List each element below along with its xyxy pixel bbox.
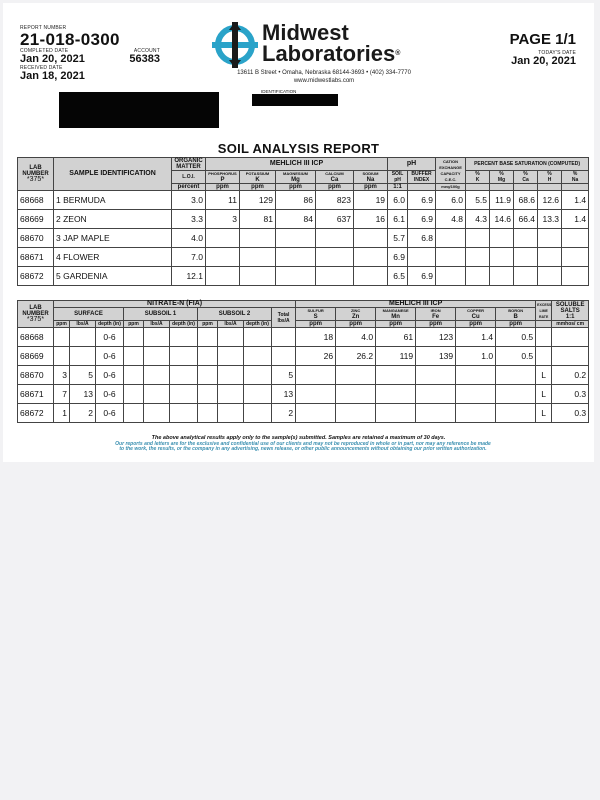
col-boron: BORON — [508, 308, 524, 313]
col-copper: COPPER — [467, 308, 485, 313]
cell-ca — [316, 267, 354, 286]
col-mg: Mg — [291, 177, 300, 183]
table-row — [18, 366, 589, 385]
col-sulfur: SULFUR — [307, 308, 324, 313]
cell-buf — [408, 248, 436, 267]
todays-date: Jan 20, 2021 — [511, 55, 576, 67]
account-label: ACCOUNT — [133, 48, 160, 54]
cell-cec — [436, 267, 466, 286]
cell-empty — [144, 404, 170, 423]
col-lab-number: LAB NUMBER — [22, 305, 49, 317]
cell-total — [272, 328, 296, 347]
cell-empty — [198, 366, 218, 385]
pct-sign: % — [572, 171, 578, 177]
cell-mn: 61 — [376, 328, 416, 347]
unit-ppm: ppm — [376, 321, 416, 328]
cell-sna — [562, 229, 589, 248]
cell-b — [496, 366, 536, 385]
cell-mg — [276, 267, 316, 286]
table-row — [18, 385, 589, 404]
cell-id: 2 ZEON — [54, 210, 172, 229]
group-surface: SURFACE — [54, 308, 124, 321]
cell-sh — [538, 229, 562, 248]
cell-mg — [276, 229, 316, 248]
cell-buf: 6.9 — [408, 267, 436, 286]
col-lab-number: LAB NUMBER — [22, 165, 49, 177]
cell-sdep: 0-6 — [96, 404, 124, 423]
cell-s: 26 — [296, 347, 336, 366]
table-row — [18, 404, 589, 423]
col-phosphorus: PHOSPHORUS — [208, 171, 237, 176]
lab-logo-icon — [212, 22, 258, 68]
group-ph: pH — [388, 158, 436, 171]
cell-p — [206, 229, 240, 248]
unit-ppm: ppm — [296, 321, 336, 328]
table1-body — [18, 191, 589, 286]
col-p: P — [220, 177, 225, 183]
cell-ca — [316, 248, 354, 267]
unit-lbs-a: lbs/A — [218, 321, 244, 328]
cell-empty — [124, 347, 144, 366]
unit-ppm: ppm — [54, 321, 70, 328]
cell-k — [240, 229, 276, 248]
page-number: PAGE 1/1 — [509, 31, 576, 48]
unit-meq: meq/100g — [436, 184, 466, 191]
retention-note: The above analytical results apply only to the sample(s) submitted. Samples are retained a maximum of 30 days. — [151, 435, 446, 441]
cell-cu — [456, 385, 496, 404]
cell-empty — [170, 347, 198, 366]
col-excess-lime: EXCESS LIME RATE — [537, 302, 552, 319]
cell-sh: 13.3 — [538, 210, 562, 229]
col-bs-h: H — [547, 177, 552, 183]
cell-salts: 0.3 — [552, 385, 589, 404]
cell-cu — [456, 404, 496, 423]
cell-zn: 4.0 — [336, 328, 376, 347]
cell-sppm: 1 — [54, 404, 70, 423]
cell-p: 11 — [206, 191, 240, 210]
cell-empty — [144, 347, 170, 366]
cell-smg: 11.9 — [490, 191, 514, 210]
cell-ca: 823 — [316, 191, 354, 210]
cell-empty — [218, 366, 244, 385]
col-bs-mg: Mg — [497, 177, 506, 183]
cell-sk — [466, 229, 490, 248]
cell-k: 129 — [240, 191, 276, 210]
cell-zn — [336, 366, 376, 385]
lab-logo — [212, 20, 432, 70]
cell-sca: 66.4 — [514, 210, 538, 229]
pct-sign: % — [475, 171, 480, 177]
received-date: Jan 18, 2021 — [20, 70, 85, 82]
cell-na — [354, 229, 388, 248]
cell-mn: 119 — [376, 347, 416, 366]
cell-sna — [562, 248, 589, 267]
col-fe: Fe — [432, 314, 440, 320]
cell-empty — [218, 404, 244, 423]
col-iron: IRON — [430, 308, 441, 313]
col-calcium: CALCIUM — [325, 171, 344, 176]
cell-fe — [416, 385, 456, 404]
cell-sdep: 0-6 — [96, 347, 124, 366]
group-subsoil-1: SUBSOIL 1 — [124, 308, 198, 321]
cell-salts: 0.3 — [552, 404, 589, 423]
col-magnesium: MAGNESIUM — [283, 171, 308, 176]
cell-empty — [218, 385, 244, 404]
cell-cec — [436, 229, 466, 248]
cell-mn — [376, 385, 416, 404]
cell-empty — [244, 366, 272, 385]
cell-sh — [538, 267, 562, 286]
cell-empty — [244, 328, 272, 347]
col-b: B — [513, 314, 518, 320]
lab-name — [262, 22, 400, 64]
col-total: Total lbs/A — [272, 308, 296, 328]
unit-ppm: ppm — [240, 184, 276, 191]
unit-lbs-a: lbs/A — [70, 321, 96, 328]
cell-na: 19 — [354, 191, 388, 210]
unit-ppm: ppm — [124, 321, 144, 328]
cell-mn — [376, 404, 416, 423]
cell-zn — [336, 404, 376, 423]
report-title: SOIL ANALYSIS REPORT — [217, 141, 380, 156]
unit-ppm: ppm — [416, 321, 456, 328]
col-zinc: ZINC — [350, 308, 361, 313]
unit-ppm: ppm — [336, 321, 376, 328]
cell-sdep: 0-6 — [96, 328, 124, 347]
cell-mg — [276, 248, 316, 267]
sample-code: *375* — [26, 176, 45, 183]
cell-salts — [552, 328, 589, 347]
cell-lab: 68672 — [18, 404, 54, 423]
received-date-label: RECEIVED DATE — [20, 65, 63, 71]
cell-lime — [536, 347, 552, 366]
cell-sh: 12.6 — [538, 191, 562, 210]
cell-lab: 68669 — [18, 210, 54, 229]
cell-b — [496, 404, 536, 423]
cell-cec — [436, 248, 466, 267]
cell-ph: 6.0 — [388, 191, 408, 210]
cell-sppm — [54, 328, 70, 347]
completed-date: Jan 20, 2021 — [20, 53, 85, 65]
pct-sign: % — [499, 171, 504, 177]
cell-id: 4 FLOWER — [54, 248, 172, 267]
cell-b — [496, 385, 536, 404]
cell-empty — [218, 328, 244, 347]
col-bs-ca: Ca — [522, 177, 529, 183]
col-loi: L.O.I. — [172, 171, 206, 184]
unit-ppm: ppm — [206, 184, 240, 191]
cell-cec: 4.8 — [436, 210, 466, 229]
cell-cu: 1.4 — [456, 328, 496, 347]
cell-lime: L — [536, 366, 552, 385]
cell-smg — [490, 229, 514, 248]
table-row — [18, 328, 589, 347]
cell-mg: 86 — [276, 191, 316, 210]
cell-empty — [244, 347, 272, 366]
completed-date-label: COMPLETED DATE — [20, 48, 69, 54]
cell-ph: 6.9 — [388, 248, 408, 267]
col-mn: Mn — [391, 314, 400, 320]
cell-sh — [538, 248, 562, 267]
col-bs-na: Na — [571, 177, 579, 183]
cell-cu — [456, 366, 496, 385]
cell-slbs: 5 — [70, 366, 96, 385]
table-row — [18, 248, 589, 267]
cell-ph: 6.1 — [388, 210, 408, 229]
cell-salts: 0.2 — [552, 366, 589, 385]
cell-na — [354, 248, 388, 267]
identification-label: IDENTIFICATION — [261, 89, 297, 94]
col-na: Na — [366, 177, 375, 183]
sample-code: *375* — [26, 316, 45, 323]
pct-sign: % — [547, 171, 552, 177]
cell-smg — [490, 248, 514, 267]
unit-ratio: 1:1 — [388, 184, 408, 191]
cell-empty — [218, 347, 244, 366]
cell-na: 16 — [354, 210, 388, 229]
cell-slbs — [70, 347, 96, 366]
cell-lab: 68670 — [18, 229, 54, 248]
unit-ppm: ppm — [198, 321, 218, 328]
cell-na — [354, 267, 388, 286]
lab-name-line2: Laboratories — [262, 41, 396, 66]
table-row — [18, 191, 589, 210]
cell-lab: 68671 — [18, 248, 54, 267]
table2-header — [18, 301, 589, 328]
cell-smg — [490, 267, 514, 286]
cell-empty — [170, 328, 198, 347]
cell-s — [296, 385, 336, 404]
cell-sdep: 0-6 — [96, 385, 124, 404]
cell-k: 81 — [240, 210, 276, 229]
todays-date-label: TODAY'S DATE — [538, 50, 576, 56]
report-number-label: REPORT NUMBER — [20, 25, 67, 31]
col-organic-matter: ORGANIC MATTER — [172, 158, 206, 171]
unit-ppm: ppm — [456, 321, 496, 328]
table-row — [18, 347, 589, 366]
pct-sign: % — [523, 171, 528, 177]
cell-fe: 139 — [416, 347, 456, 366]
unit-ppm: ppm — [276, 184, 316, 191]
redacted-identification — [252, 94, 338, 106]
cell-om: 3.3 — [172, 210, 206, 229]
cell-sdep: 0-6 — [96, 366, 124, 385]
group-base-saturation: PERCENT BASE SATURATION (COMPUTED) — [466, 158, 589, 171]
cell-empty — [144, 328, 170, 347]
cell-lab: 68670 — [18, 366, 54, 385]
report-number: 21-018-0300 — [20, 30, 120, 49]
cell-ca — [316, 229, 354, 248]
cell-lab: 68671 — [18, 385, 54, 404]
cell-p — [206, 267, 240, 286]
cell-total: 2 — [272, 404, 296, 423]
col-k: K — [255, 177, 260, 183]
col-potassium: POTASSIUM — [245, 171, 270, 176]
col-ca: Ca — [330, 177, 339, 183]
cell-sca — [514, 229, 538, 248]
cell-sna — [562, 267, 589, 286]
cell-slbs — [70, 328, 96, 347]
unit-depth: depth (in) — [244, 321, 272, 328]
unit-ppm: ppm — [354, 184, 388, 191]
cell-sk — [466, 248, 490, 267]
account-number: 56383 — [129, 53, 160, 65]
usage-disclaimer: Our reports and letters are for the exclusive and confidential use of our clients and may not be reproduced in whole or in part, nor may any reference be made to the work, the results, or the company in any advertising, news release, or other public announcements without obtaining our prior written authorization. — [115, 441, 491, 452]
cell-empty — [144, 385, 170, 404]
cell-lab: 68672 — [18, 267, 54, 286]
report-meta — [20, 25, 160, 82]
cell-total — [272, 347, 296, 366]
col-buffer-index: BUFFER INDEX — [408, 171, 436, 184]
table-row — [18, 210, 589, 229]
table-row — [18, 229, 589, 248]
group-subsoil-2: SUBSOIL 2 — [198, 308, 272, 321]
cell-sna: 1.4 — [562, 191, 589, 210]
cell-k — [240, 248, 276, 267]
cell-empty — [170, 404, 198, 423]
col-sodium: SODIUM — [362, 171, 379, 176]
cell-total: 5 — [272, 366, 296, 385]
cell-buf: 6.9 — [408, 210, 436, 229]
cell-om: 4.0 — [172, 229, 206, 248]
cell-mn — [376, 366, 416, 385]
cell-sca: 68.6 — [514, 191, 538, 210]
unit-lbs-a: lbs/A — [144, 321, 170, 328]
cell-lab: 68668 — [18, 191, 54, 210]
cell-buf: 6.9 — [408, 191, 436, 210]
cell-fe: 123 — [416, 328, 456, 347]
cell-mg: 84 — [276, 210, 316, 229]
col-bs-k: K — [475, 177, 480, 183]
group-mehlich-icp: MEHLICH III ICP — [206, 158, 388, 171]
cell-s — [296, 366, 336, 385]
cell-p — [206, 248, 240, 267]
cell-empty — [198, 404, 218, 423]
col-soluble-salts: SOLUBLE SALTS — [555, 301, 585, 314]
unit-depth: depth (in) — [170, 321, 198, 328]
cell-s — [296, 404, 336, 423]
cell-empty — [244, 385, 272, 404]
cell-id: 3 JAP MAPLE — [54, 229, 172, 248]
page-meta — [510, 31, 576, 67]
cell-sna: 1.4 — [562, 210, 589, 229]
cell-p: 3 — [206, 210, 240, 229]
cell-ph: 6.5 — [388, 267, 408, 286]
cell-k — [240, 267, 276, 286]
cell-sk — [466, 267, 490, 286]
cell-lime: L — [536, 385, 552, 404]
cell-slbs: 13 — [70, 385, 96, 404]
unit-ppm: ppm — [496, 321, 536, 328]
col-zn: Zn — [351, 314, 360, 320]
col-cec: CATION EXCHANGE CAPACITY C.E.C. — [436, 158, 466, 184]
cell-empty — [170, 366, 198, 385]
col-s: S — [313, 314, 318, 320]
group-nitrate: NITRATE-N (FIA) — [54, 301, 296, 308]
unit-depth: depth (in) — [96, 321, 124, 328]
cell-sk: 4.3 — [466, 210, 490, 229]
cell-slbs: 2 — [70, 404, 96, 423]
cell-id: 5 GARDENIA — [54, 267, 172, 286]
cell-sppm — [54, 347, 70, 366]
cell-empty — [124, 328, 144, 347]
lab-website: www.midwestlabs.com — [293, 78, 355, 84]
cell-total: 13 — [272, 385, 296, 404]
unit-mmhos: mmhos/ cm — [552, 321, 589, 328]
cell-id: 1 BERMUDA — [54, 191, 172, 210]
unit-ratio: 1:1 — [565, 313, 575, 320]
col-cu: Cu — [471, 314, 480, 320]
cell-ca: 637 — [316, 210, 354, 229]
col-sample-identification: SAMPLE IDENTIFICATION — [54, 158, 172, 191]
redacted-client-block — [59, 92, 219, 128]
cell-om: 3.0 — [172, 191, 206, 210]
micronutrient-table — [17, 300, 589, 423]
soil-analysis-table — [17, 157, 589, 286]
cell-empty — [124, 385, 144, 404]
cell-empty — [144, 366, 170, 385]
cell-fe — [416, 366, 456, 385]
cell-sppm: 3 — [54, 366, 70, 385]
cell-zn: 26.2 — [336, 347, 376, 366]
cell-sppm: 7 — [54, 385, 70, 404]
cell-b: 0.5 — [496, 347, 536, 366]
cell-s: 18 — [296, 328, 336, 347]
cell-ph: 5.7 — [388, 229, 408, 248]
cell-zn — [336, 385, 376, 404]
cell-lime — [536, 328, 552, 347]
registered-mark: ® — [395, 50, 401, 57]
table2-body — [18, 328, 589, 423]
cell-empty — [170, 385, 198, 404]
cell-b: 0.5 — [496, 328, 536, 347]
lab-address: 13611 B Street • Omaha, Nebraska 68144-3693 • (402) 334-7770 — [237, 70, 411, 76]
cell-empty — [244, 404, 272, 423]
cell-empty — [124, 404, 144, 423]
cell-lab: 68669 — [18, 347, 54, 366]
table1-header — [18, 158, 589, 191]
lab-name-line1: Midwest — [262, 20, 349, 45]
cell-sk: 5.5 — [466, 191, 490, 210]
cell-lime: L — [536, 404, 552, 423]
cell-salts — [552, 347, 589, 366]
unit-ppm: ppm — [316, 184, 354, 191]
col-soil-ph: SOIL pH — [388, 171, 408, 184]
table-row — [18, 267, 589, 286]
cell-om: 7.0 — [172, 248, 206, 267]
report-sheet — [3, 3, 594, 462]
cell-lab: 68668 — [18, 328, 54, 347]
cell-smg: 14.6 — [490, 210, 514, 229]
col-manganese: MANGANESE — [382, 308, 409, 313]
cell-empty — [198, 328, 218, 347]
cell-buf: 6.8 — [408, 229, 436, 248]
cell-fe — [416, 404, 456, 423]
cell-empty — [198, 347, 218, 366]
cell-sca — [514, 267, 538, 286]
cell-sca — [514, 248, 538, 267]
cell-om: 12.1 — [172, 267, 206, 286]
cell-empty — [124, 366, 144, 385]
cell-cec: 6.0 — [436, 191, 466, 210]
group-mehlich-icp-2: MEHLICH III ICP — [296, 301, 536, 308]
unit-percent: percent — [172, 184, 206, 191]
cell-cu: 1.0 — [456, 347, 496, 366]
cell-empty — [198, 385, 218, 404]
